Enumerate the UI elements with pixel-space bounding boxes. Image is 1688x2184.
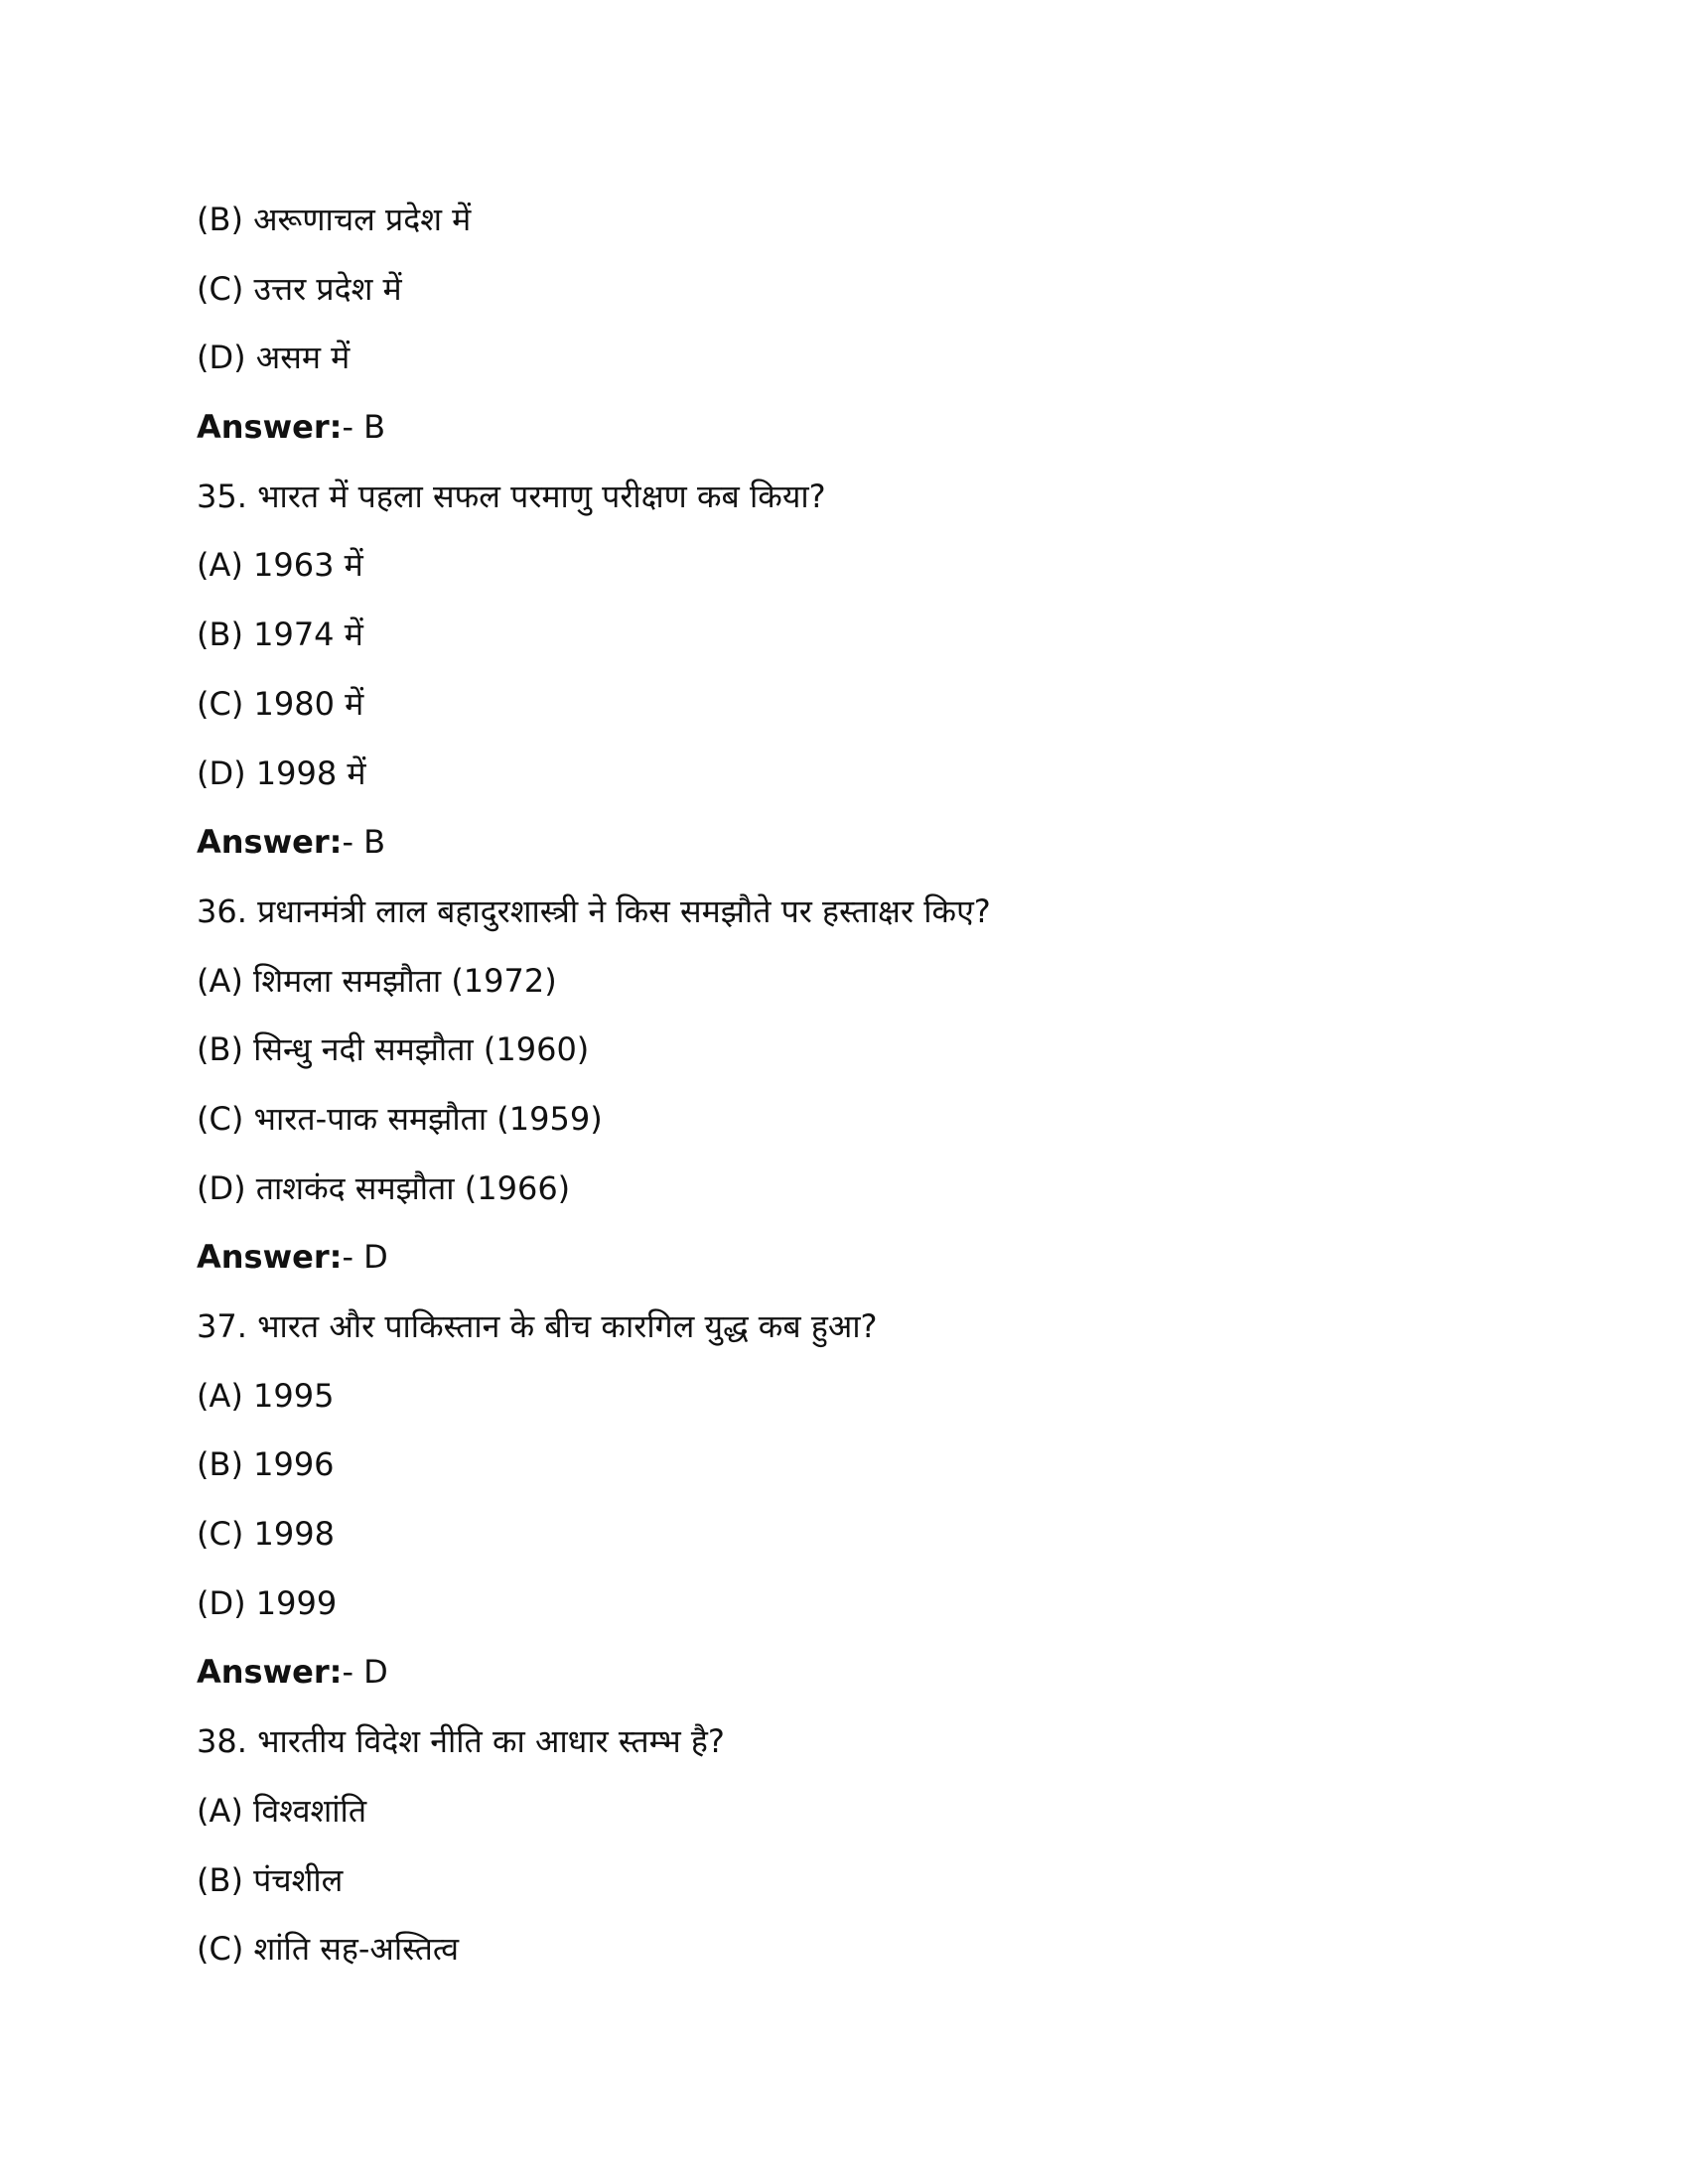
option-line: (D) 1998 में	[197, 753, 366, 792]
option-line: (B) अरूणाचल प्रदेश में	[197, 201, 472, 238]
option-line: (D) 1999	[197, 1583, 338, 1622]
option-line: (C) शांति सह-अस्तित्व	[197, 1930, 460, 1969]
option-line: (D) ताशकंद समझौता (1966)	[197, 1168, 571, 1207]
answer-label: Answer:	[197, 1653, 343, 1692]
option-line: (D) असम में	[197, 339, 351, 377]
answer-label: Answer:	[197, 1238, 343, 1277]
option-line: (A) 1963 में	[197, 546, 363, 585]
option-line: (B) 1996	[197, 1445, 335, 1484]
question-line: 37. भारत और पाकिस्तान के बीच कारगिल युद्ध कब हुआ?	[197, 1307, 878, 1345]
answer-label: Answer:	[197, 823, 343, 862]
answer-label: Answer:	[197, 408, 343, 447]
option-line: (B) 1974 में	[197, 615, 363, 654]
option-line: (C) उत्तर प्रदेश में	[197, 269, 402, 308]
question-list	[197, 195, 1487, 1993]
option-line: (C) भारत-पाक समझौता (1959)	[197, 1099, 603, 1138]
question-line: 36. प्रधानमंत्री लाल बहादुरशास्त्री ने किस समझौते पर हस्ताक्षर किए?	[197, 891, 991, 930]
answer-value: - B	[342, 408, 386, 447]
option-line: (C) 1980 में	[197, 684, 364, 723]
question-line: 35. भारत में पहला सफल परमाणु परीक्षण कब किया?	[197, 477, 826, 515]
option-line: (B) सिन्धु नदी समझौता (1960)	[197, 1030, 590, 1069]
answer-value: - D	[342, 1238, 388, 1277]
answer-line	[197, 817, 1487, 887]
option-line: (C) 1998	[197, 1515, 335, 1554]
answer-value: - B	[342, 823, 386, 862]
question-line: 38. भारतीय विदेश नीति का आधार स्तम्भ है?	[197, 1722, 725, 1761]
answer-line	[197, 402, 1487, 472]
option-line: (A) शिमला समझौता (1972)	[197, 961, 557, 1000]
option-line: (A) 1995	[197, 1376, 335, 1415]
answer-line	[197, 1232, 1487, 1301]
answer-value: - D	[342, 1653, 388, 1692]
option-line: (B) पंचशील	[197, 1860, 344, 1899]
answer-line	[197, 1647, 1487, 1716]
option-line: (A) विश्वशांति	[197, 1791, 367, 1830]
